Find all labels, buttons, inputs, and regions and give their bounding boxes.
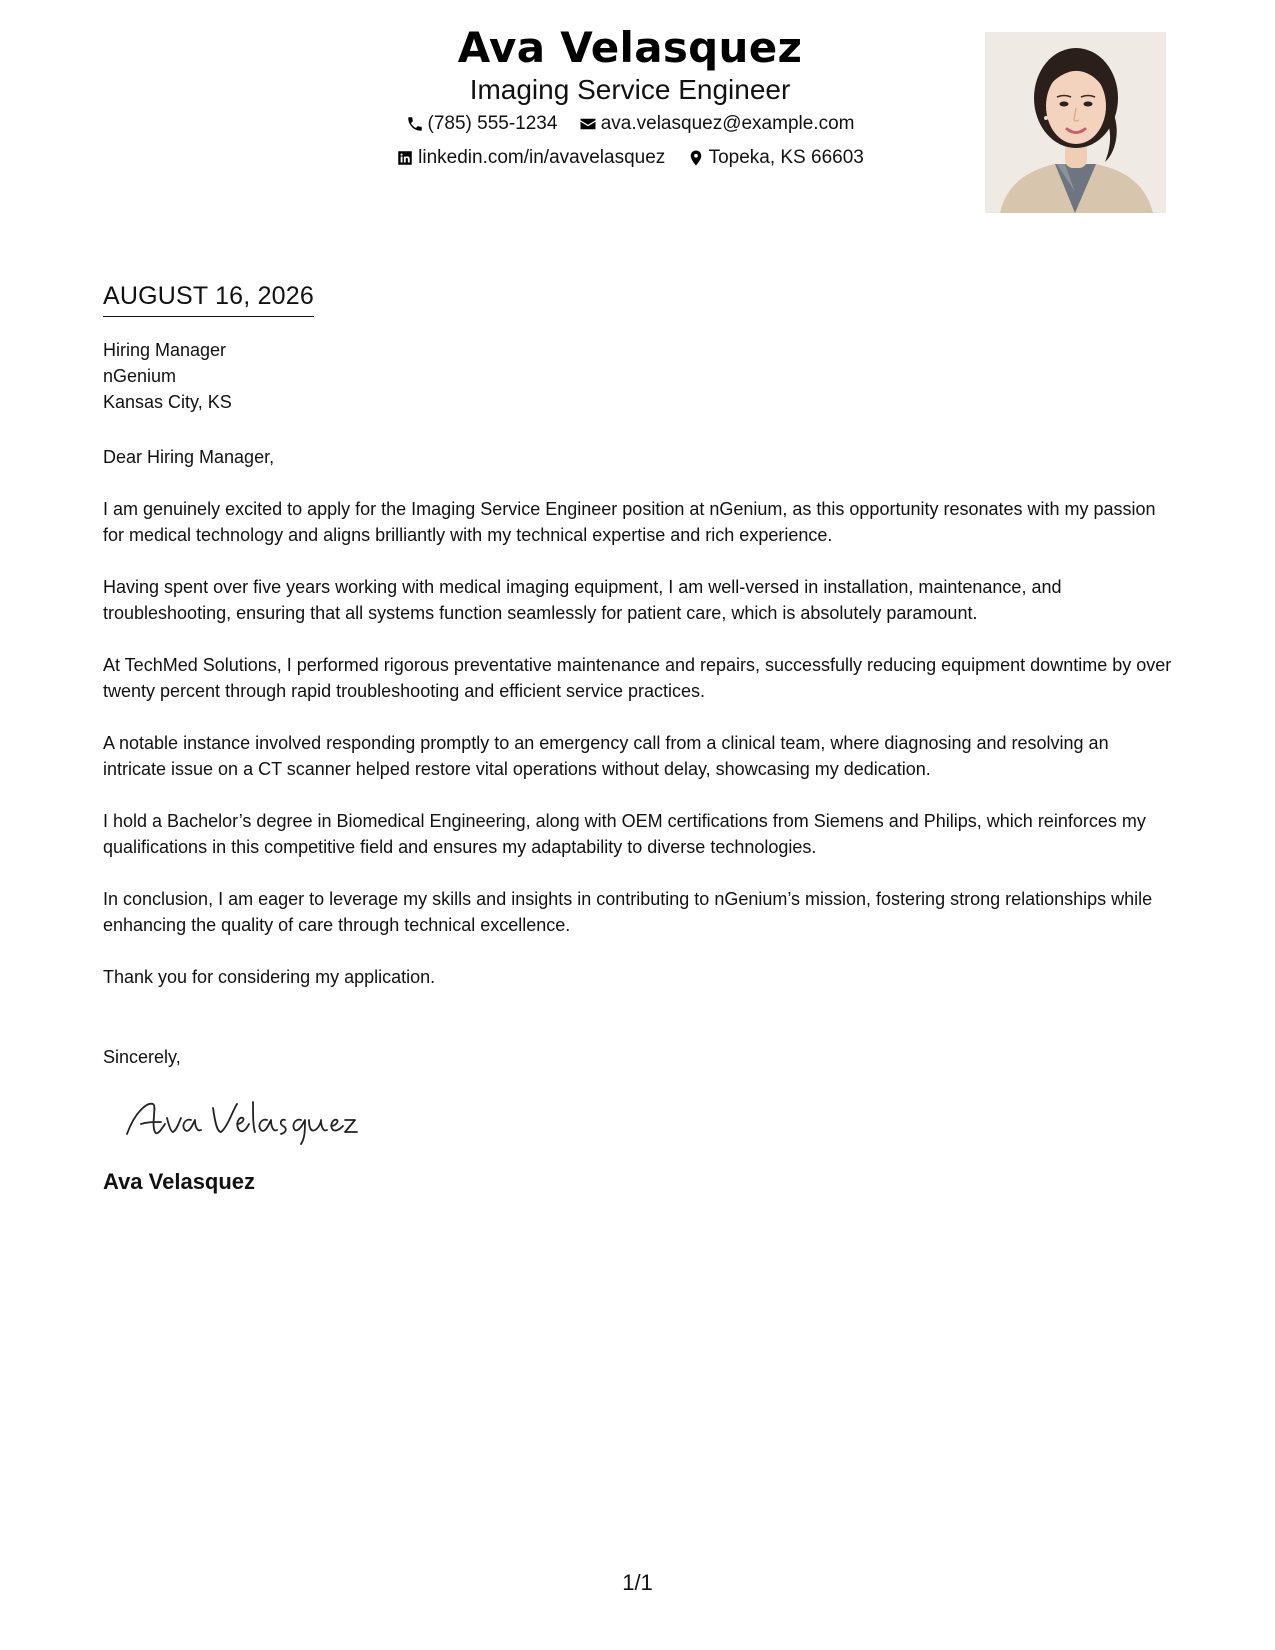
portrait-image [985, 32, 1166, 213]
contact-phone-text: (785) 555-1234 [427, 113, 558, 134]
contact-linkedin[interactable] [396, 146, 665, 170]
contact-email-text: ava.velasquez@example.com [600, 113, 855, 134]
paragraph: Having spent over five years working with medical imaging equipment, I am well-versed in installation, maintenance, and troubleshooting, ensuring that all systems function seamlessly for patient care, which is absolutely paramount. [103, 577, 1062, 623]
contact-email[interactable] [579, 112, 855, 136]
closing: Sincerely, [103, 1047, 181, 1067]
page-number: 1/1 [622, 1570, 653, 1595]
envelope-icon [579, 115, 597, 133]
paragraph: In conclusion, I am eager to leverage my skills and insights in contributing to nGenium’s mission, fostering strong relationships while enhancing the quality of care through technical excellence. [103, 889, 1153, 935]
contact-location-text: Topeka, KS 66603 [708, 147, 864, 168]
contact-line-1 [320, 112, 940, 140]
paragraph: A notable instance involved responding promptly to an emergency call from a clinical team, where diagnosing and resolving an intricate issue on a CT scanner helped restore vital operations without delay, showcasing my dedication. [103, 733, 1109, 779]
candidate-name: Ava Velasquez [457, 23, 803, 72]
recipient-block [103, 337, 1173, 415]
candidate-title: Imaging Service Engineer [469, 74, 791, 105]
letter-header [0, 0, 1275, 230]
letter-date: AUGUST 16, 2026 [103, 278, 314, 317]
linkedin-icon [396, 149, 414, 167]
profile-photo [985, 32, 1166, 213]
contact-linkedin-text: linkedin.com/in/avavelasquez [418, 147, 666, 168]
signer-name: Ava Velasquez [103, 1169, 256, 1194]
recipient-name: Hiring Manager [103, 340, 227, 360]
letter-body [103, 278, 1173, 1196]
recipient-company: nGenium [103, 366, 177, 386]
handwritten-signature [121, 1094, 361, 1146]
paragraph: I am genuinely excited to apply for the Imaging Service Engineer position at nGenium, as this opportunity resonates with my passion for medical technology and aligns brilliantly with my technical expertise and rich experience. [103, 499, 1156, 545]
paragraph: I hold a Bachelor’s degree in Biomedical Engineering, along with OEM certifications from Siemens and Philips, which reinforces my qualifications in this competitive field and ensures my adaptability to diverse technologies. [103, 811, 1146, 857]
header-text-block [320, 22, 940, 174]
phone-icon [406, 115, 424, 133]
recipient-location: Kansas City, KS [103, 392, 232, 412]
map-pin-icon [687, 149, 705, 167]
contact-line-2 [320, 146, 940, 174]
paragraph: At TechMed Solutions, I performed rigorous preventative maintenance and repairs, successfully reducing equipment downtime by over twenty percent through rapid troubleshooting and efficient service practices. [103, 655, 1172, 701]
contact-phone[interactable] [406, 112, 558, 136]
salutation: Dear Hiring Manager, [103, 447, 275, 467]
signature-graphic [121, 1094, 361, 1146]
contact-location [687, 146, 864, 170]
paragraph-thanks: Thank you for considering my application. [103, 967, 436, 987]
